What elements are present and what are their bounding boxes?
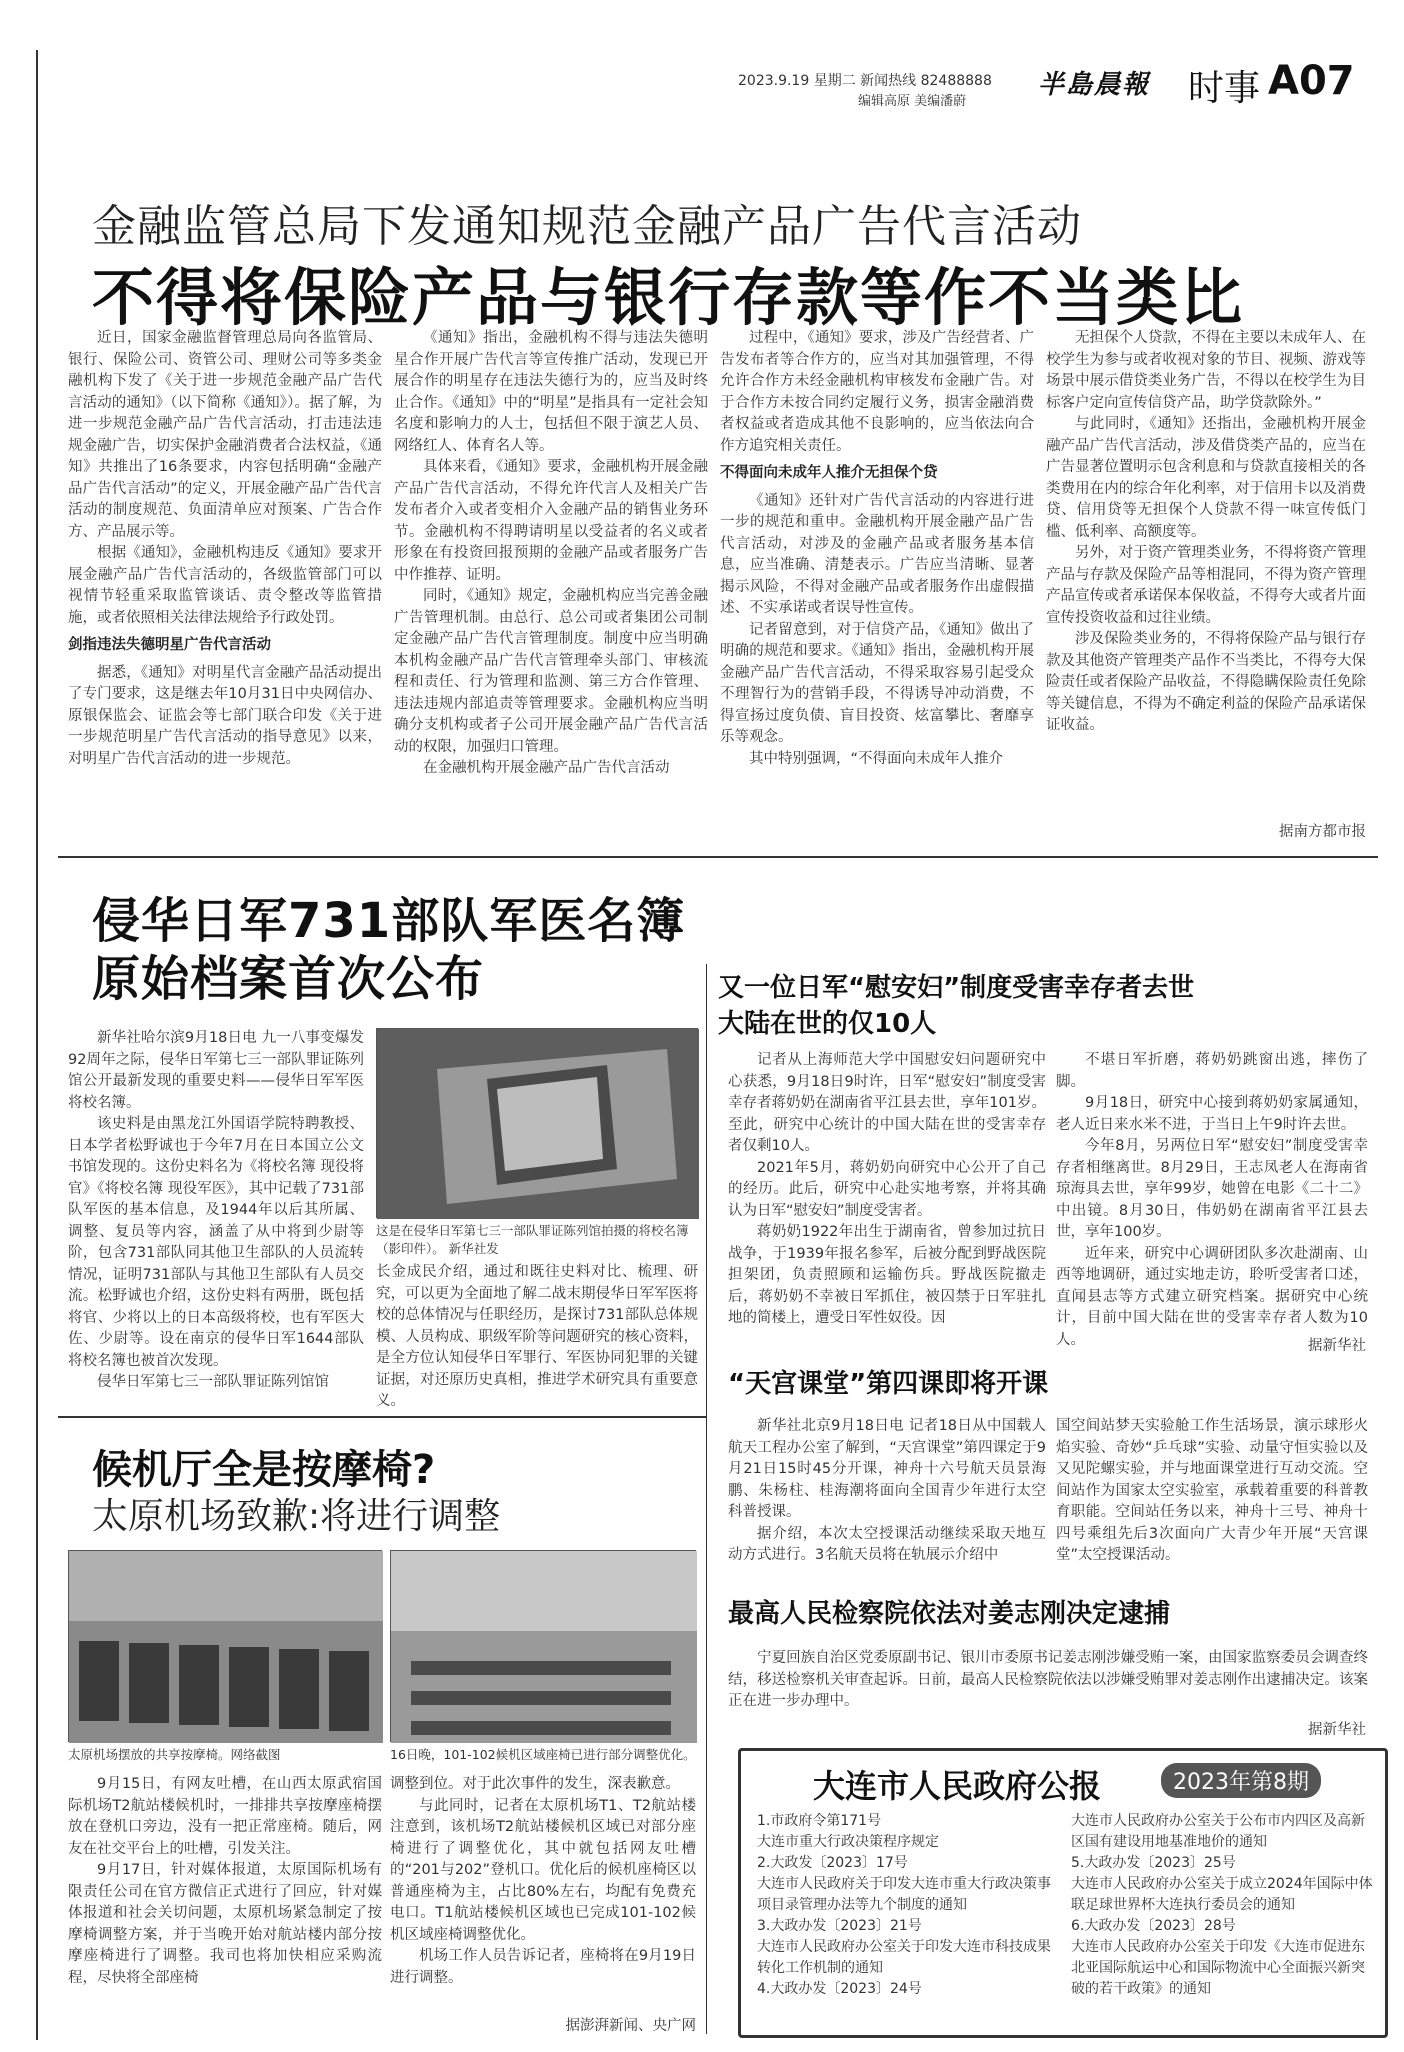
divider [58,856,1378,858]
terminal-seats-image [391,1551,697,1743]
massage-credit: 据澎湃新闻、央广网 [565,2018,696,2034]
dateline: 2023.9.19 星期二 新闻热线 82488888 [738,73,992,89]
vertical-divider [706,964,707,2034]
editors: 编辑高原 美编潘蔚 [858,94,967,109]
massage-chairs-image [69,1551,383,1743]
gazette-issue-badge: 2023年第8期 [1161,1763,1321,1798]
archive-photo-credit: 新华社发 [448,1241,499,1256]
divider [58,1416,706,1418]
comfort-column-1: 记者从上海师范大学中国慰安妇问题研究中心获悉，9月18日9时许，日军“慰安妇”制度受害幸存者蒋奶奶在湖南省平江县去世，享年101岁。至此，研究中心统计的中国大陆在世的受害幸存者仅剩10人。 2021年5月，蒋奶奶向研究中心公开了自己的经历。此后，研究中心赴实地考察，并将其确认为日军“慰安妇”制度受害者。 蒋奶奶1922年出生于湖南省，曾参加过抗日战争，于1939年报名参军，后被分配到野战医院担架团，负责照顾和运输伤兵。野战医院撤走后，蒋奶奶不幸被日军抓住，被囚禁于日军驻扎地的简楼上，遭受日军性奴役。因 [728,1052,1046,1326]
massage-photo-caption-2: 16日晚，101-102候机区域座椅已进行部分调整优化。 [390,1747,696,1762]
massage-photo-caption-1: 太原机场摆放的共享按摩椅。网络截图 [68,1747,281,1762]
lead-subheading-2: 不得面向未成年人推介无担保个贷 [720,465,938,481]
comfort-column-2: 不堪日军折磨，蒋奶奶跳窗出逃，摔伤了脚。 9月18日，研究中心接到蒋奶奶家属通知，老人近日来水米不进，于当日上午9时许去世。 今年8月，另两位日军“慰安妇”制度受害幸存者相继离世。8月29日，王志凤老人在海南省琼海具去世，享年99岁，她曾在电影《二十二》中出镜。8月30日，伟奶奶在湖南省平江县去世，享年100岁。 近年来，研究中心调研团队多次赴湖南、山西等地调研，通过实地走访，聆听受害者口述，直闻县志等方式建立研究档案。据研究中心统计，目前中国大陆在世的受害幸存者人数为10人。 [1056,1052,1368,1348]
comfort-credit: 据新华社 [1308,1338,1366,1354]
newspaper-page [36,50,1386,2040]
archive-photo-caption: 这是在侵华日军第七三一部队罪证陈列馆拍摄的将校名簿（影印件）。 新华社发 [376,1223,689,1256]
tiangong-column-1: 新华社北京9月18日电 记者18日从中国载人航天工程办公室了解到，“天宫课堂”第四课定于9月21日15时45分开课，神舟十六号航天员景海鹏、朱杨柱、桂海潮将面向全国青少年进行太空科普授课。 据介绍，本次太空授课活动继续采取天地互动方式进行。3名航天员将在轨展示介绍中 [728,1418,1046,1563]
unit731-title: 侵华日军731部队军医名簿 原始档案首次公布 [92,893,686,1007]
gazette-title: 大连市人民政府公报 [813,1767,1102,1805]
page-number: A07 [1268,58,1355,104]
lead-subheading-1: 剑指违法失德明星广告代言活动 [68,637,271,653]
section-label: 时事 [1188,68,1261,109]
lead-title: 不得将保险产品与银行存款等作不当类比 [92,261,1245,334]
terminal-seats-photo [390,1550,696,1742]
newspaper-logo: 半島晨報 [1038,70,1151,100]
lead-subtitle: 金融监管总局下发通知规范金融产品广告代言活动 [92,201,1082,252]
unit731-column-2: 长金成民介绍，通过和既往史料对比、梳理、研究，可以更为全面地了解二战末期侵华日军军医将校的总体情况与任职经历，是探讨731部队总体规模、人员构成、职级军阶等问题研究的核心资料，是全方位认知侵华日军罪行、军医协同犯罪的关键证据，对还原历史真相，推进学术研究具有重要意义。 [376,1264,698,1409]
lead-column-2: 《通知》指出，金融机构不得与违法失德明星合作开展广告代言等宣传推广活动，发现已开展合作的明星存在违法失德行为的，应当及时终止合作。《通知》中的“明星”是指具有一定社会知名度和影响力的人士，包括但不限于演艺人员、网络红人、体育名人等。 具体来看，《通知》要求，金融机构开展金融产品广告代言活动，不得允许代言人及相关广告发布者介入或者变相介入金融产品的销售业务环节。金融机构不得聘请明星以受益者的名义或者形象在有投资回报预期的金融产品或者服务广告中作推荐、证明。 同时，《通知》规定，金融机构应当完善金融广告管理机制。由总行、总公司或者集团公司制定金融产品广告代言管理制度。制度中应当明确本机构金融产品广告代言管理牵头部门、审核流程和责任、行为管理和监测、第三方合作管理、违法违规内部追责等管理要求。金融机构应当明确分支机构或者子公司开展金融产品广告代言活动的权限，加强归口管理。 在金融机构开展金融产品广告代言活动 [394,330,708,776]
tiangong-column-2: 国空间站梦天实验舱工作生活场景，演示球形火焰实验、奇妙“乒乓球”实验、动量守恒实验以及又见陀螺实验，并与地面课堂进行互动交流。空间站作为国家太空实验室，承载着重要的科普教育职能。空间站任务以来，神舟十三号、神舟十四号乘组先后3次面向广大青少年开展“天宫课堂”太空授课活动。 [1056,1418,1368,1563]
lead-column-1: 近日，国家金融监督管理总局向各监管局、银行、保险公司、资管公司、理财公司等多类金融机构下发了《关于进一步规范金融产品广告代言活动的通知》（以下简称《通知》）。据了解，为进一步规范金融产品广告代言活动，打击违法违规金融广告，切实保护金融消费者合法权益，《通知》共推出了16条要求，内容包括明确“金融产品广告代言活动”的定义，开展金融产品广告代言活动的制度规范、负面清单应对预案、广告合作方、产品展示等。 根据《通知》，金融机构违反《通知》要求开展金融产品广告代言活动的，各级监管部门可以视情节轻重采取监管谈话、责令整改等监管措施，或者依照相关法律法规给予行政处罚。 剑指违法失德明星广告代言活动 据悉，《通知》对明星代言金融产品活动提出了专门要求，这是继去年10月31日中央网信办、原银保监会、证监会等七部门联合印发《关于进一步规范明星广告代言活动的指导意见》以来，对明星广告代言活动的进一步规范。 [68,330,382,767]
lead-column-4: 无担保个人贷款，不得在主要以未成年人、在校学生为参与或者收视对象的节目、视频、游戏等场景中展示借贷类业务广告，不得以在校学生为目标客户定向宣传信贷产品，助学贷款除外。” 与此同时，《通知》还指出，金融机构开展金融产品广告代言活动，涉及借贷类产品的，应当在广告显著位置明示包含利息和与贷款直接相关的各类费用在内的综合年化利率，对于信用卡以及消费贷、信用贷等无担保个人贷款不得一味宣传低门槛、低利率、高额度等。 另外，对于资产管理类业务，不得将资产管理产品与存款及保险产品等相混同，不得为资产管理产品宣传或者承诺保本保收益，不得夸大或者片面宣传投资收益和过往业绩。 涉及保险类业务的，不得将保险产品与银行存款及其他资产管理类产品作不当类比，不得夸大保险责任或者保险产品收益，不得隐瞒保险责任免除等关键信息，不得为不确定利益的保险产品承诺保证收益。 [1046,330,1366,733]
procuratorate-title: 最高人民检察院依法对姜志刚决定逮捕 [728,1599,1171,1629]
procuratorate-credit: 据新华社 [1308,1722,1366,1738]
archive-photo [376,1028,698,1218]
tiangong-title: “天宫课堂”第四课即将开课 [728,1369,1049,1399]
lead-credit: 据南方都市报 [1279,824,1366,840]
gazette-right-column: 大连市人民政府办公室关于公布市内四区及高新区国有建设用地基准地价的通知 5.大政办发〔2023〕25号 大连市人民政府办公室关于成立2024年国际中体联足球世界杯大连执行委员会的通知 6.大政办发〔2023〕28号 大连市人民政府办公室关于印发《大连市促进东北亚国际航运中心和国际物流中心全面振兴新突破的若干政策》的通知 [1071,1813,1373,1997]
massage-subtitle: 太原机场致歉:将进行调整 [92,1496,501,1537]
massage-column-2: 调整到位。对于此次事件的发生，深表歉意。 与此同时，记者在太原机场T1、T2航站楼注意到，该机场T2航站楼候机区域已对部分座椅进行了调整优化，其中就包括网友吐槽的“201与202”登机口。优化后的候机座椅区以普通座椅为主，占比80%左右，均配有免费充电口。T1航站楼候机区域也已完成101-102候机区域座椅调整优化。 机场工作人员告诉记者，座椅将在9月19日进行调整。 [390,1776,696,1986]
archive-book-image [377,1029,699,1219]
massage-column-1: 9月15日，有网友吐槽，在山西太原武宿国际机场T2航站楼候机时，一排排共享按摩座椅摆放在登机口旁边，没有一把正常座椅。随后，网友在社交平台上的吐槽，引发关注。 9月17日，针对媒体报道，太原国际机场有限责任公司在官方微信正式进行了回应，针对媒体报道和社会关切问题，太原机场紧急制定了按摩椅调整方案，并于当晚开始对航站楼内部分按摩座椅进行了调整。我司也将加快相应采购流程，尽快将全部座椅 [68,1776,382,1986]
procuratorate-body: 宁夏回族自治区党委原副书记、银川市委原书记姜志刚涉嫌受贿一案，由国家监察委员会调查终结，移送检察机关审查起诉。日前，最高人民检察院依法以涉嫌受贿罪对姜志刚作出逮捕决定。该案正在进一步办理中。 [728,1650,1368,1709]
gazette-left-column: 1.市政府令第171号 大连市重大行政决策程序规定 2.大政发〔2023〕17号 大连市人民政府关于印发大连市重大行政决策事项目录管理办法等九个制度的通知 3.大政办发〔2023〕21号 大连市人民政府办公室关于印发大连市科技成果转化工作机制的通知 4.大政办发〔2023〕24号 [757,1813,1051,1997]
massage-title: 候机厅全是按摩椅? [92,1447,436,1493]
massage-chairs-photo [68,1550,382,1742]
gazette-box [738,1748,1388,2038]
comfort-title: 又一位日军“慰安妇”制度受害幸存者去世 大陆在世的仅10人 [718,973,1195,1039]
unit731-column-1: 新华社哈尔滨9月18日电 九一八事变爆发92周年之际，侵华日军第七三一部队罪证陈列馆公开最新发现的重要史料——侵华日军军医将校名簿。 该史料是由黑龙江外国语学院特聘教授、日本学者松野诚也于今年7月在日本国立公文书馆发现的。这份史料名为《将校名簿 现役将官》《将校名簿 现役军医》，其中记载了731部队军医的基本信息，及1944年以后其所属、调整、复员等内容，涵盖了从中将到少尉等阶，包含731部队同其他卫生部队的人员流转情况，证明731部队与其他卫生部队有人员交流。松野诚也介绍，这份史料有两册，既包括将官、少将以上的日本高级将校，也有军医大佐、少尉等。设在南京的侵华日军1644部队将校名簿也被首次发现。 侵华日军第七三一部队罪证陈列馆馆 [68,1030,364,1390]
lead-column-3: 过程中，《通知》要求，涉及广告经营者、广告发布者等合作方的，应当对其加强管理，不得允许合作方未经金融机构审核发布金融广告。对于合作方未按合同约定履行义务，损害金融消费者权益或者造成其他不良影响的，应当依法向合作方追究相关责任。 不得面向未成年人推介无担保个贷 《通知》还针对广告代言活动的内容进行进一步的规范和重申。金融机构开展金融产品广告代言活动，对涉及的金融产品或者服务基本信息，应当准确、清楚表示。广告应当清晰、显著揭示风险，不得对金融产品或者服务作出虚假描述、不实承诺或者误导性宣传。 记者留意到，对于信贷产品，《通知》做出了明确的规范和要求。《通知》指出，金融机构开展金融产品广告代言活动，不得采取容易引起受众不理智行为的营销手段，不得诱导冲动消费，不得宣扬过度负债、盲目投资、炫富攀比、奢靡享乐等观念。 其中特别强调，“不得面向未成年人推介 [720,330,1034,767]
